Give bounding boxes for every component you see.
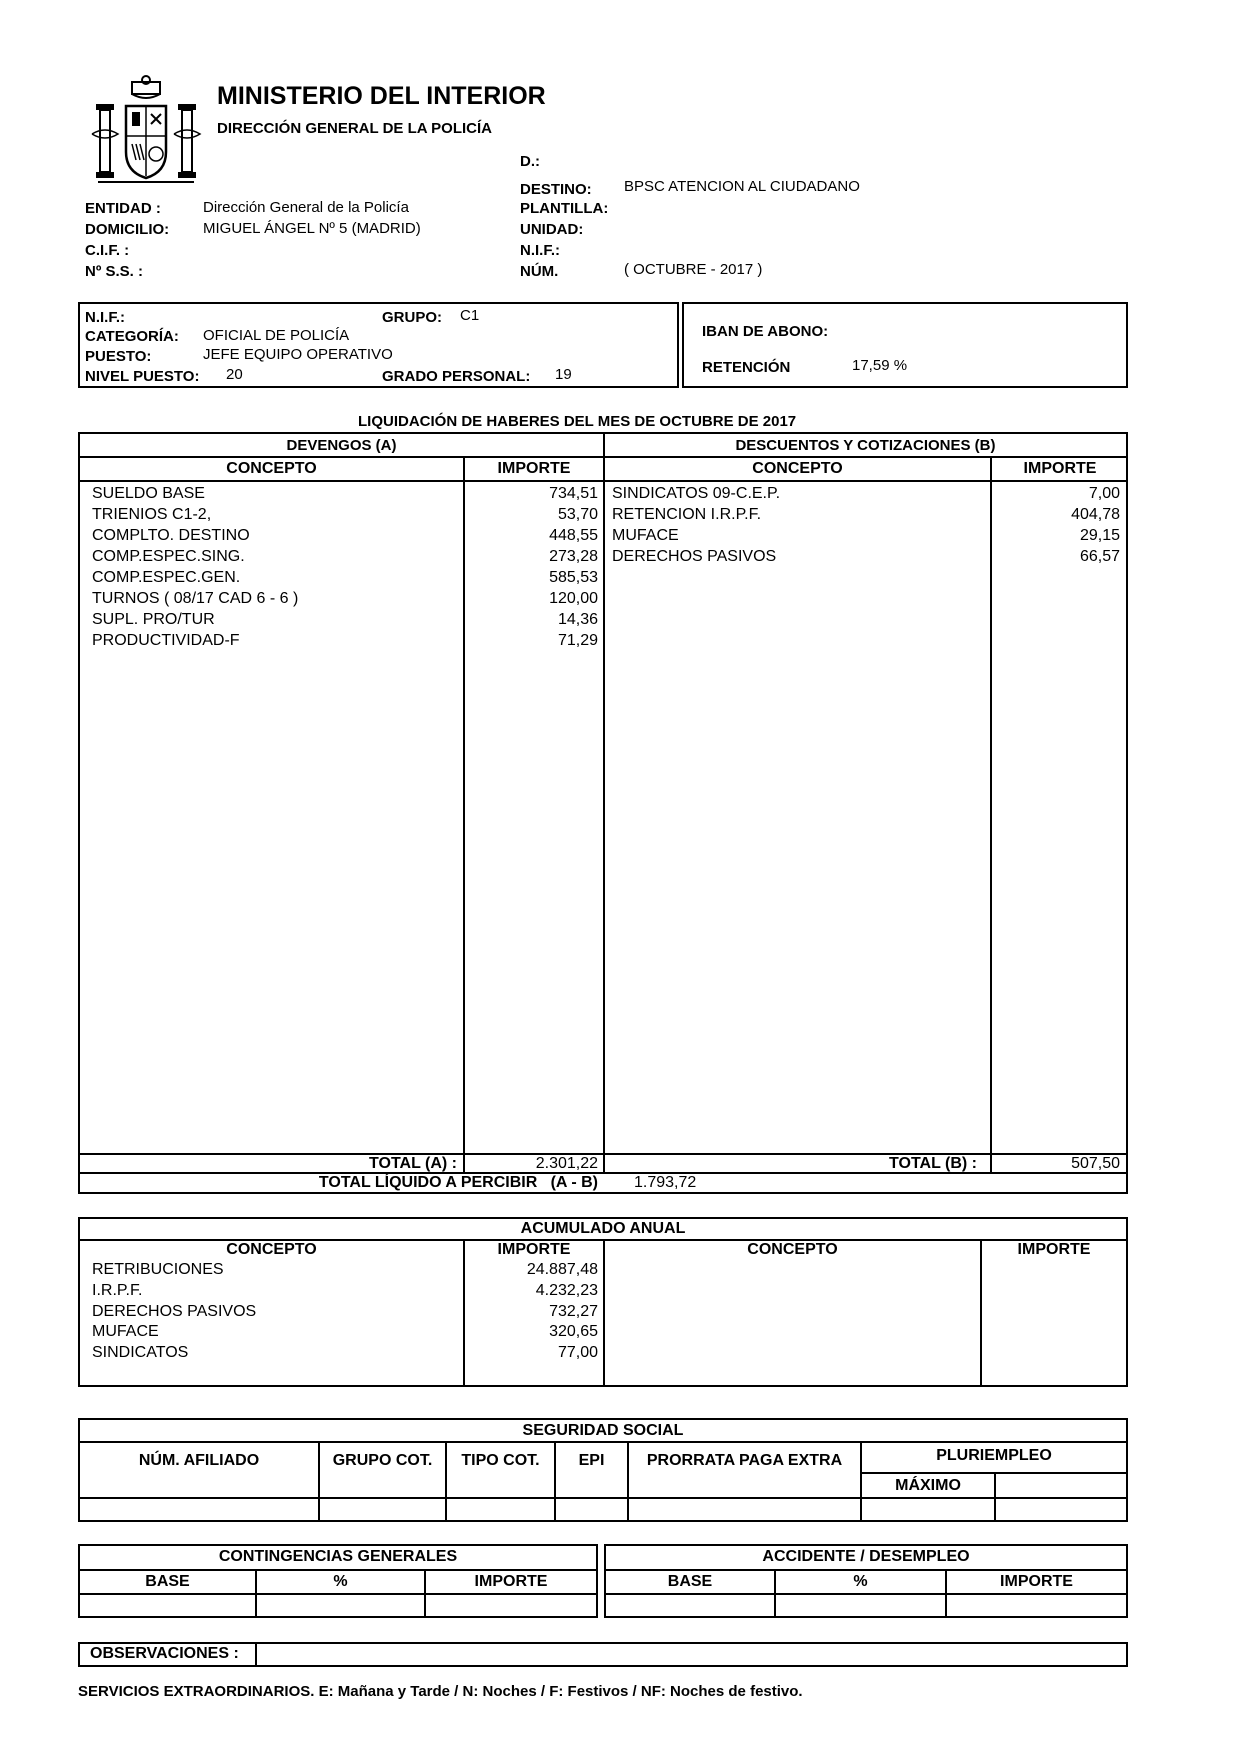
- plantilla-label: PLANTILLA:: [520, 200, 609, 217]
- descuentos-importe-list: [996, 483, 1120, 567]
- table-cell: 29,15: [1079, 527, 1120, 544]
- accidente-importe: IMPORTE: [1000, 1573, 1073, 1590]
- devengos-importe-list: [470, 483, 598, 651]
- devengos-title: DEVENGOS (A): [286, 437, 397, 454]
- d-label: D.:: [520, 153, 540, 170]
- unidad-label: UNIDAD:: [520, 221, 584, 238]
- grado-label: GRADO PERSONAL:: [382, 368, 531, 385]
- destino-value: BPSC ATENCION AL CIUDADANO: [624, 178, 860, 195]
- table-row: TURNOS ( 08/17 CAD 6 - 6 ): [92, 590, 299, 607]
- table-cell: 734,51: [549, 485, 598, 502]
- table-row: PRODUCTIVIDAD-F: [92, 632, 240, 649]
- categoria-value: OFICIAL DE POLICÍA: [203, 327, 350, 344]
- contingencias-pct: %: [333, 1573, 348, 1590]
- table-cell: 273,28: [549, 548, 598, 565]
- table-cell: 77,00: [557, 1344, 598, 1362]
- num-label: NÚM.: [520, 263, 559, 280]
- table-row: RETENCION I.R.P.F.: [612, 506, 762, 523]
- table-cell: 24.887,48: [526, 1261, 598, 1278]
- table-cell: 585,53: [549, 569, 598, 586]
- table-cell: 120,00: [549, 590, 598, 607]
- entidad-value: Dirección General de la Policía: [203, 199, 409, 216]
- table-row: SINDICATOS: [92, 1344, 189, 1362]
- descuentos-title: DESCUENTOS Y COTIZACIONES (B): [735, 437, 996, 454]
- contingencias-importe: IMPORTE: [474, 1573, 548, 1590]
- devengos-importe-header: IMPORTE: [497, 460, 571, 477]
- acumulado-importe-header: IMPORTE: [497, 1241, 571, 1258]
- table-row: DERECHOS PASIVOS: [92, 1302, 257, 1320]
- table-row: COMP.ESPEC.GEN.: [92, 569, 241, 586]
- observaciones-label: OBSERVACIONES :: [90, 1645, 239, 1662]
- acumulado-importe-list: [470, 1260, 598, 1364]
- acumulado-concepto-header: CONCEPTO: [226, 1241, 317, 1258]
- table-row: DERECHOS PASIVOS: [612, 548, 777, 565]
- table-row: COMPLTO. DESTINO: [92, 527, 250, 544]
- descuentos-concepto-list: [612, 483, 982, 567]
- table-row: SUELDO BASE: [92, 485, 205, 502]
- acumulado-importe-header-2: IMPORTE: [1017, 1241, 1091, 1258]
- total-a-value: 2.301,22: [535, 1155, 598, 1172]
- grupo-cot-header: GRUPO COT.: [332, 1452, 433, 1469]
- entidad-label: ENTIDAD :: [85, 200, 161, 217]
- table-row: MUFACE: [92, 1323, 159, 1341]
- table-cell: 732,27: [549, 1302, 598, 1320]
- grupo-label: GRUPO:: [382, 309, 442, 326]
- table-row: MUFACE: [612, 527, 679, 544]
- retencion-value: 17,59 %: [852, 357, 908, 374]
- total-b-value: 507,50: [1071, 1155, 1120, 1172]
- categoria-label: CATEGORÍA:: [85, 328, 179, 345]
- contingencias-title: CONTINGENCIAS GENERALES: [218, 1548, 458, 1565]
- table-cell: 4.232,23: [535, 1281, 598, 1299]
- total-a-label: TOTAL (A) :: [369, 1155, 457, 1172]
- table-cell: 14,36: [557, 611, 598, 628]
- puesto-label: PUESTO:: [85, 348, 152, 365]
- descuentos-importe-header: IMPORTE: [1023, 460, 1097, 477]
- table-row: COMP.ESPEC.SING.: [92, 548, 245, 565]
- acumulado-concepto-list: [92, 1260, 452, 1364]
- accidente-base: BASE: [667, 1573, 713, 1590]
- destino-label: DESTINO:: [520, 181, 592, 198]
- acumulado-concepto-header-2: CONCEPTO: [747, 1241, 838, 1258]
- job-nif-label: N.I.F.:: [85, 309, 125, 326]
- prorrata-header: PRORRATA PAGA EXTRA: [646, 1452, 843, 1469]
- table-row: I.R.P.F.: [92, 1281, 143, 1299]
- maximo-header: MÁXIMO: [895, 1477, 961, 1494]
- grupo-value: C1: [460, 307, 480, 324]
- descuentos-concepto-header: CONCEPTO: [752, 460, 843, 477]
- spain-coat-of-arms-icon: [88, 74, 204, 190]
- liquido-value: 1.793,72: [634, 1174, 697, 1191]
- seguridad-social-title: SEGURIDAD SOCIAL: [522, 1422, 684, 1439]
- period-value: ( OCTUBRE - 2017 ): [624, 261, 763, 278]
- table-row: RETRIBUCIONES: [92, 1261, 224, 1278]
- accidente-pct: %: [853, 1573, 868, 1590]
- total-b-label: TOTAL (B) :: [889, 1155, 977, 1172]
- nss-label: Nº S.S. :: [85, 263, 143, 280]
- table-cell: 448,55: [549, 527, 598, 544]
- grado-value: 19: [555, 366, 572, 383]
- table-cell: 71,29: [557, 632, 598, 649]
- devengos-concepto-list: [92, 483, 452, 651]
- nivel-label: NIVEL PUESTO:: [85, 368, 200, 385]
- direction-subtitle: DIRECCIÓN GENERAL DE LA POLICÍA: [217, 120, 493, 137]
- table-cell: 404,78: [1071, 506, 1120, 523]
- acumulado-title: ACUMULADO ANUAL: [520, 1220, 686, 1237]
- table-row: SINDICATOS 09-C.E.P.: [612, 485, 781, 502]
- table-row: SUPL. PRO/TUR: [92, 611, 215, 628]
- nivel-value: 20: [226, 366, 243, 383]
- domicilio-value: MIGUEL ÁNGEL Nº 5 (MADRID): [203, 220, 421, 237]
- devengos-concepto-header: CONCEPTO: [226, 460, 317, 477]
- table-row: TRIENIOS C1-2,: [92, 506, 212, 523]
- num-afiliado-header: NÚM. AFILIADO: [138, 1452, 260, 1469]
- domicilio-label: DOMICILIO:: [85, 221, 170, 238]
- retencion-label: RETENCIÓN: [702, 359, 791, 376]
- liquido-label: TOTAL LÍQUIDO A PERCIBIR (A - B): [318, 1174, 598, 1191]
- epi-header: EPI: [578, 1452, 605, 1469]
- table-cell: 53,70: [557, 506, 598, 523]
- tipo-cot-header: TIPO COT.: [461, 1452, 540, 1469]
- contingencias-base: BASE: [145, 1573, 190, 1590]
- footer-note: SERVICIOS EXTRAORDINARIOS. E: Mañana y Tarde / N: Noches / F: Festivos / NF: Noches de festivo.: [78, 1683, 803, 1700]
- accidente-title: ACCIDENTE / DESEMPLEO: [762, 1548, 970, 1565]
- table-cell: 66,57: [1079, 548, 1120, 565]
- table-cell: 320,65: [549, 1323, 598, 1341]
- table-cell: 7,00: [1088, 485, 1120, 502]
- iban-label: IBAN DE ABONO:: [702, 323, 829, 340]
- ministry-title: MINISTERIO DEL INTERIOR: [217, 82, 546, 110]
- puesto-value: JEFE EQUIPO OPERATIVO: [203, 346, 393, 363]
- pluriempleo-header: PLURIEMPLEO: [936, 1447, 1052, 1464]
- nif-label: N.I.F.:: [520, 242, 560, 259]
- liquidacion-title: LIQUIDACIÓN DE HABERES DEL MES DE OCTUBRE DE 2017: [358, 413, 797, 430]
- cif-label: C.I.F. :: [85, 242, 130, 259]
